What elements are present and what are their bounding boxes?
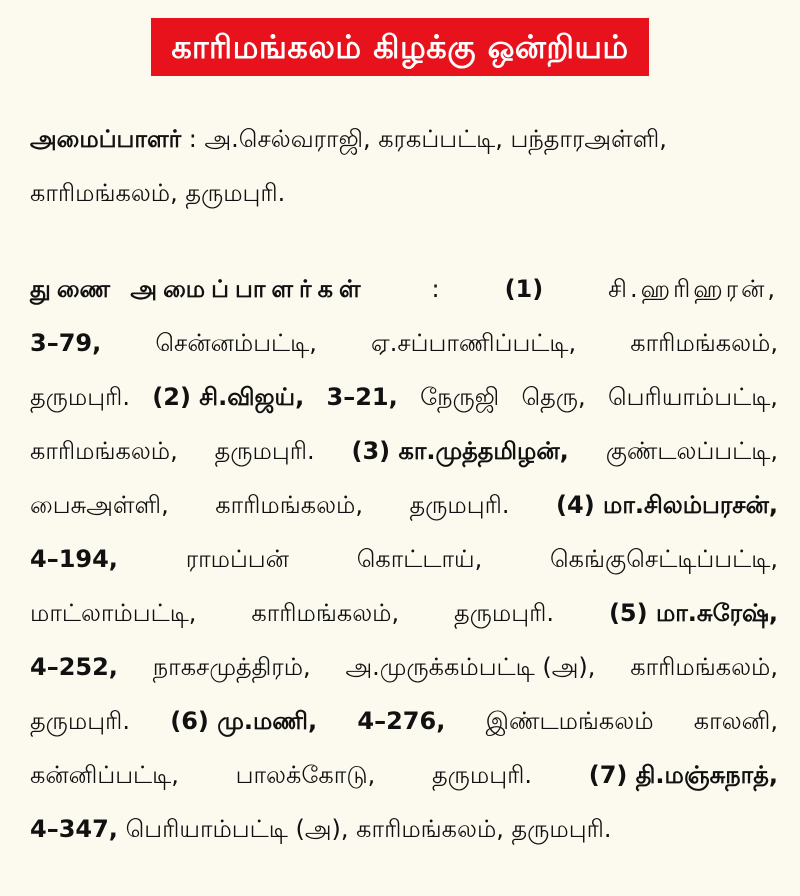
line-segment: தருமபுரி.: [30, 707, 130, 735]
line-segment: 4–276,: [357, 707, 446, 735]
line-segment: காரிமங்கலம்,: [251, 599, 400, 627]
deputies-section: [30, 262, 778, 856]
convener-line-2: [30, 166, 778, 220]
line-segment: கன்னிப்பட்டி,: [30, 761, 179, 789]
convener-separator: :: [181, 125, 205, 153]
line-segment: 4–252,: [30, 653, 118, 681]
convener-details-2: காரிமங்கலம், தருமபுரி.: [30, 179, 286, 207]
deputies-line-9: [30, 694, 778, 748]
line-segment: மாட்லாம்பட்டி,: [30, 599, 197, 627]
line-segment: 4–194,: [30, 545, 118, 573]
line-segment: (6) மு.மணி,: [170, 707, 318, 735]
line-segment: (2) சி.விஜய்,: [152, 383, 305, 411]
line-segment: தருமபுரி.: [214, 437, 315, 465]
deputies-line-6: [30, 532, 778, 586]
deputies-line-1: [30, 262, 778, 316]
line-segment: தருமபுரி.: [454, 599, 554, 627]
line-segment: தெரு,: [521, 383, 586, 411]
line-segment: ராமப்பன்: [185, 545, 289, 573]
line-segment: பைசுஅள்ளி,: [30, 491, 169, 519]
line-segment: ஏ.சப்பாணிப்பட்டி,: [371, 329, 577, 357]
line-segment: குண்டலப்பட்டி,: [605, 437, 778, 465]
title-banner: [0, 18, 800, 76]
deputies-line-3: [30, 370, 778, 424]
line-segment: தருமபுரி.: [30, 383, 130, 411]
deputies-line-11: [30, 802, 778, 856]
line-segment: (4) மா.சிலம்பரசன்,: [556, 491, 778, 519]
line-segment: காரிமங்கலம்,: [630, 653, 778, 681]
line-segment: (7) தி.மஞ்சுநாத்,: [588, 761, 778, 789]
line-segment: 3–79,: [30, 329, 102, 357]
deputy-1-name: சி.ஹரிஹரன்,: [608, 275, 778, 303]
line-segment: சென்னம்பட்டி,: [155, 329, 317, 357]
line-segment: 3–21,: [326, 383, 398, 411]
line-segment: காலனி,: [693, 707, 778, 735]
deputies-line-5: [30, 478, 778, 532]
convener-section: [30, 112, 778, 220]
line-segment: 4–347,: [30, 815, 118, 843]
deputies-line-10: [30, 748, 778, 802]
line-segment: காரிமங்கலம்,: [356, 815, 504, 843]
line-segment: பெரியாம்பட்டி,: [608, 383, 778, 411]
convener-details-1: அ.செல்வராஜி, கரகப்பட்டி, பந்தாரஅள்ளி,: [204, 125, 667, 153]
line-segment: பெரியாம்பட்டி (அ),: [125, 815, 349, 843]
line-segment: காரிமங்கலம்,: [630, 329, 778, 357]
line-segment: காரிமங்கலம்,: [30, 437, 178, 465]
line-segment: இண்டமங்கலம்: [485, 707, 654, 735]
line-segment: காரிமங்கலம்,: [215, 491, 363, 519]
deputies-line-8: [30, 640, 778, 694]
deputy-1-number: (1): [504, 275, 544, 303]
deputies-line-2: [30, 316, 778, 370]
line-segment: நாகசமுத்திரம்,: [152, 653, 311, 681]
line-segment: (3) கா.முத்தமிழன்,: [351, 437, 569, 465]
line-segment: கொட்டாய்,: [356, 545, 483, 573]
document-title: காரிமங்கலம் கிழக்கு ஒன்றியம்: [151, 18, 648, 76]
deputies-separator: :: [431, 275, 440, 303]
deputies-line-7: [30, 586, 778, 640]
convener-line-1: [30, 112, 778, 166]
convener-label: அமைப்பாளர்: [30, 125, 182, 153]
line-segment: பாலக்கோடு,: [235, 761, 376, 789]
line-segment: தருமபுரி.: [409, 491, 510, 519]
line-segment: தருமபுரி.: [511, 815, 612, 843]
deputies-label: துணை அமைப்பாளர்கள்: [30, 275, 367, 303]
line-segment: (5) மா.சுரேஷ்,: [608, 599, 778, 627]
deputies-line-4: [30, 424, 778, 478]
line-segment: கெங்குசெட்டிப்பட்டி,: [550, 545, 778, 573]
line-segment: நேருஜி: [420, 383, 500, 411]
line-segment: அ.முருக்கம்பட்டி (அ),: [345, 653, 596, 681]
line-segment: தருமபுரி.: [432, 761, 532, 789]
